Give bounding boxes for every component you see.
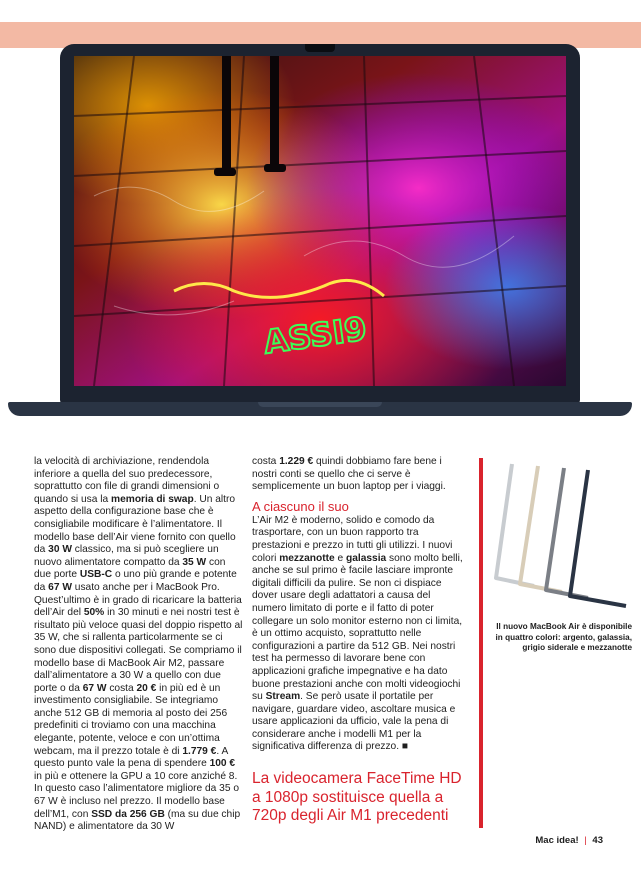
pull-quote: La videocamera FaceTime HD a 1080p sostituisce quella a 720p degli Air M1 precedenti: [252, 770, 462, 825]
four-colors-illustration: [490, 458, 630, 608]
camera-notch: [305, 44, 335, 52]
section-subhead: A ciascuno il suo: [252, 498, 349, 514]
bold-text: USB-C: [79, 569, 113, 581]
bold-text: mezzanotte: [279, 552, 335, 564]
article-paragraph: costa 1.229 € quindi dobbiamo fare bene i nostri conti se quello che ci serve è semplicemente un buon laptop per i viaggi.: [252, 456, 446, 493]
bold-text: memoria di swap: [111, 493, 194, 505]
bold-text: 67 W: [48, 581, 72, 593]
bold-text: Stream: [265, 691, 301, 703]
bold-text: 1.779 €: [182, 745, 217, 757]
article-column-2: [252, 456, 464, 826]
laptop-screen: [74, 56, 566, 386]
laptop-space-gray: [546, 468, 588, 598]
laptop-midnight: [570, 470, 626, 606]
article-paragraph: L’Air M2 è moderno, solido e comodo da trasportare, con un buon rapporto tra prestazioni e prezzo in tutti gli utilizzi. I nuovi colori mezzanotte e galassia sono molto belli, anche se sul primo è facile lasciare impronte digitali difficili da pulire. Se non ci dispiace dover usare degli adattatori a causa del numero limitato di porte e il fatto di poter collegare un solo monitor esterno non ci limita, è un ottimo acquisto, soprattutto nelle configurazioni a partire da 512 GB. Nei nostri test ha permesso di lavorare bene con applicazioni grafiche impegnative e ha dato buone prestazioni anche con molti videogiochi su Stream. Se però usate il portatile per navigare, guardare video, ascoltare musica e usare applicazioni da ufficio, vale la pena di considerare anche i modelli M1 per la significativa differenza di prezzo. ■: [252, 514, 463, 753]
bold-text: 50%: [83, 607, 105, 619]
bold-text: 1.229 €: [279, 456, 314, 467]
image-caption: Il nuovo MacBook Air è disponibile in quattro colori: argento, galassia, grigio siderale e mezzanotte: [495, 622, 632, 652]
bold-text: 67 W: [82, 682, 107, 694]
sidebar-accent-bar: [479, 458, 483, 828]
article-paragraph: la velocità di archiviazione, rendendola inferiore a quella del suo predecessore, soprattutto con file di grandi dimensioni o quando si usa la memoria di swap. Un altro aspetto della configurazione base che è consigliabile modificare è l’alimentatore. Il modello base dell’Air viene fornito con quello da 30 W classico, ma si può scegliere un nuovo alimentatore compatto da 35 W con due porte USB-C o uno più grande e potente da 67 W usato anche per i MacBook Pro. Quest’ultimo è in grado di ricaricare la batteria dell’Air del 50% in 30 minuti e nei nostri test è risultato più veloce quasi del doppio rispetto al 35 W, che si rallenta particolarmente se ci sono due dispositivi collegati. Se compriamo il modello base di MacBook Air M2, passare dall’alimentatore a 30 W a quello con due porte o da 67 W costa 20 € in più ed è un investimento consigliabile. Se integriamo anche 512 GB di memoria al posto dei 256 predefiniti ci troviamo con una macchina elegante, potente, veloce e con un’ottima webcam, ma il prezzo totale è di 1.779 €. A questo punto vale la pena di spendere 100 € in più e ottenere la GPU a 10 core anziché 8. In questo caso l’alimentatore migliore da 35 o 67 W è incluso nel prezzo. Il modello base dell’M1, con SSD da 256 GB (ma su due chip NAND) e alimentatore da 30 W: [34, 456, 243, 833]
bold-text: galassia: [346, 552, 387, 564]
macbook-air-photo: [8, 44, 632, 428]
bold-text: 100 €: [209, 758, 236, 770]
magazine-name: Mac idea!: [535, 835, 579, 846]
page-footer: [535, 835, 603, 846]
laptop-opening-notch: [258, 402, 382, 407]
neon-street-image: [74, 56, 566, 386]
bold-text: SSD da 256 GB: [91, 808, 165, 820]
graffiti-text: ASSI9: [261, 309, 370, 362]
bold-text: 35 W: [182, 556, 207, 568]
bold-text: 30 W: [48, 544, 72, 556]
laptop-lid: [60, 44, 580, 404]
article-column-1: [34, 456, 244, 834]
bold-text: 20 €: [136, 682, 157, 694]
footer-separator: |: [584, 835, 587, 846]
page-number: 43: [592, 835, 603, 846]
